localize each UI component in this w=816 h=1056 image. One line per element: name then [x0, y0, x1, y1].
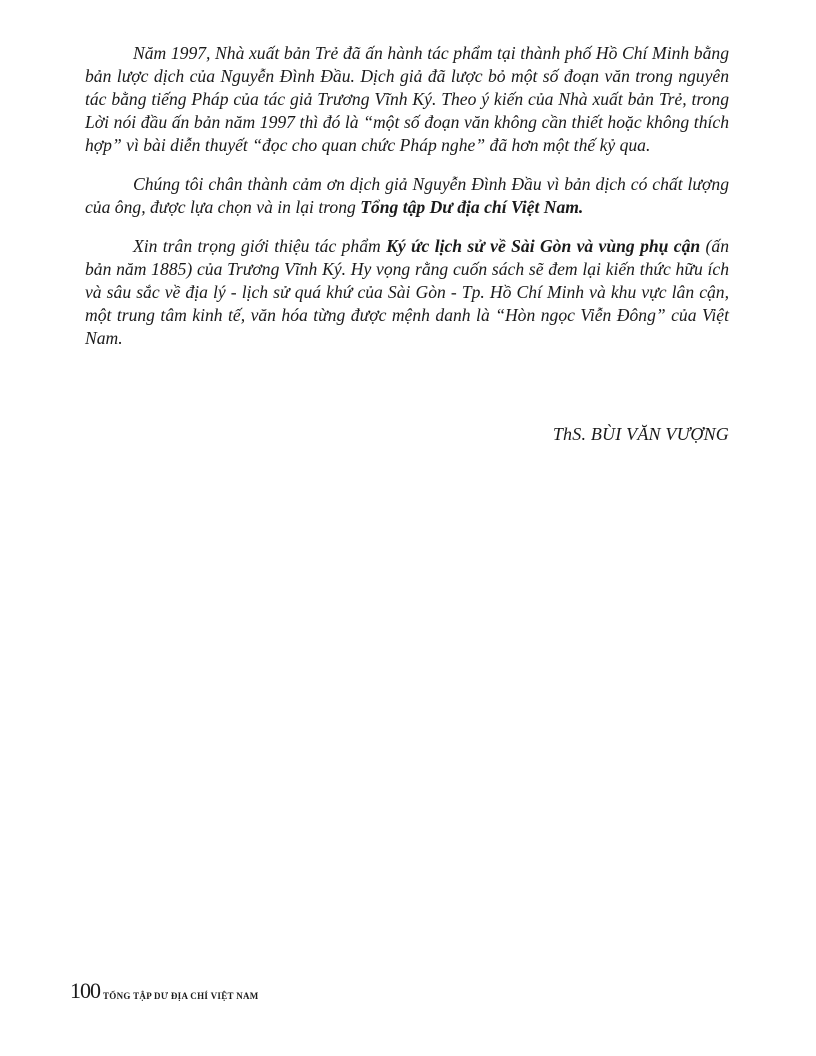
- paragraph-3: [85, 235, 729, 350]
- paragraph-3-text-a: Xin trân trọng giới thiệu tác phẩm: [133, 236, 387, 256]
- paragraph-1: [85, 42, 729, 157]
- signature: ThS. BÙI VĂN VƯỢNG: [552, 424, 729, 444]
- paragraph-2: [85, 173, 729, 219]
- paragraph-1-text: Năm 1997, Nhà xuất bản Trẻ đã ấn hành tác phẩm tại thành phố Hồ Chí Minh bằng bản lược dịch của Nguyễn Đình Đầu. Dịch giả đã lược bỏ một số đoạn văn trong nguyên tác bằng tiếng Pháp của tác giả Trương Vĩnh Ký. Theo ý kiến của Nhà xuất bản Trẻ, trong Lời nói đầu ấn bản năm 1997 thì đó là “một số đoạn văn không cần thiết hoặc không thích hợp” vì bài diễn thuyết “đọc cho quan chức Pháp nghe” đã hơn một thế kỷ qua.: [85, 43, 729, 155]
- collection-title: Tổng tập Dư địa chí Việt Nam.: [360, 197, 584, 217]
- running-title: TỔNG TẬP DƯ ĐỊA CHÍ VIỆT NAM: [103, 991, 259, 1001]
- paragraph-2-text: Chúng tôi chân thành cảm ơn dịch giả Nguyễn Đình Đầu vì bản dịch có chất lượng của ông, được lựa chọn và in lại trong: [85, 174, 729, 217]
- page-number: 100: [70, 978, 100, 1003]
- paragraph-3-text-b: (ấn bản năm 1885) của Trương Vĩnh Ký. Hy vọng rằng cuốn sách sẽ đem lại kiến thức hữu ích và sâu sắc về địa lý - lịch sử quá khứ của Sài Gòn - Tp. Hồ Chí Minh và khu vực lân cận, một trung tâm kinh tế, văn hóa từng được mệnh danh là “Hòn ngọc Viễn Đông” của Việt Nam.: [85, 236, 729, 348]
- work-title: Ký ức lịch sử về Sài Gòn và vùng phụ cận: [386, 236, 701, 256]
- page-footer: [70, 980, 259, 1002]
- body-text: [85, 42, 729, 366]
